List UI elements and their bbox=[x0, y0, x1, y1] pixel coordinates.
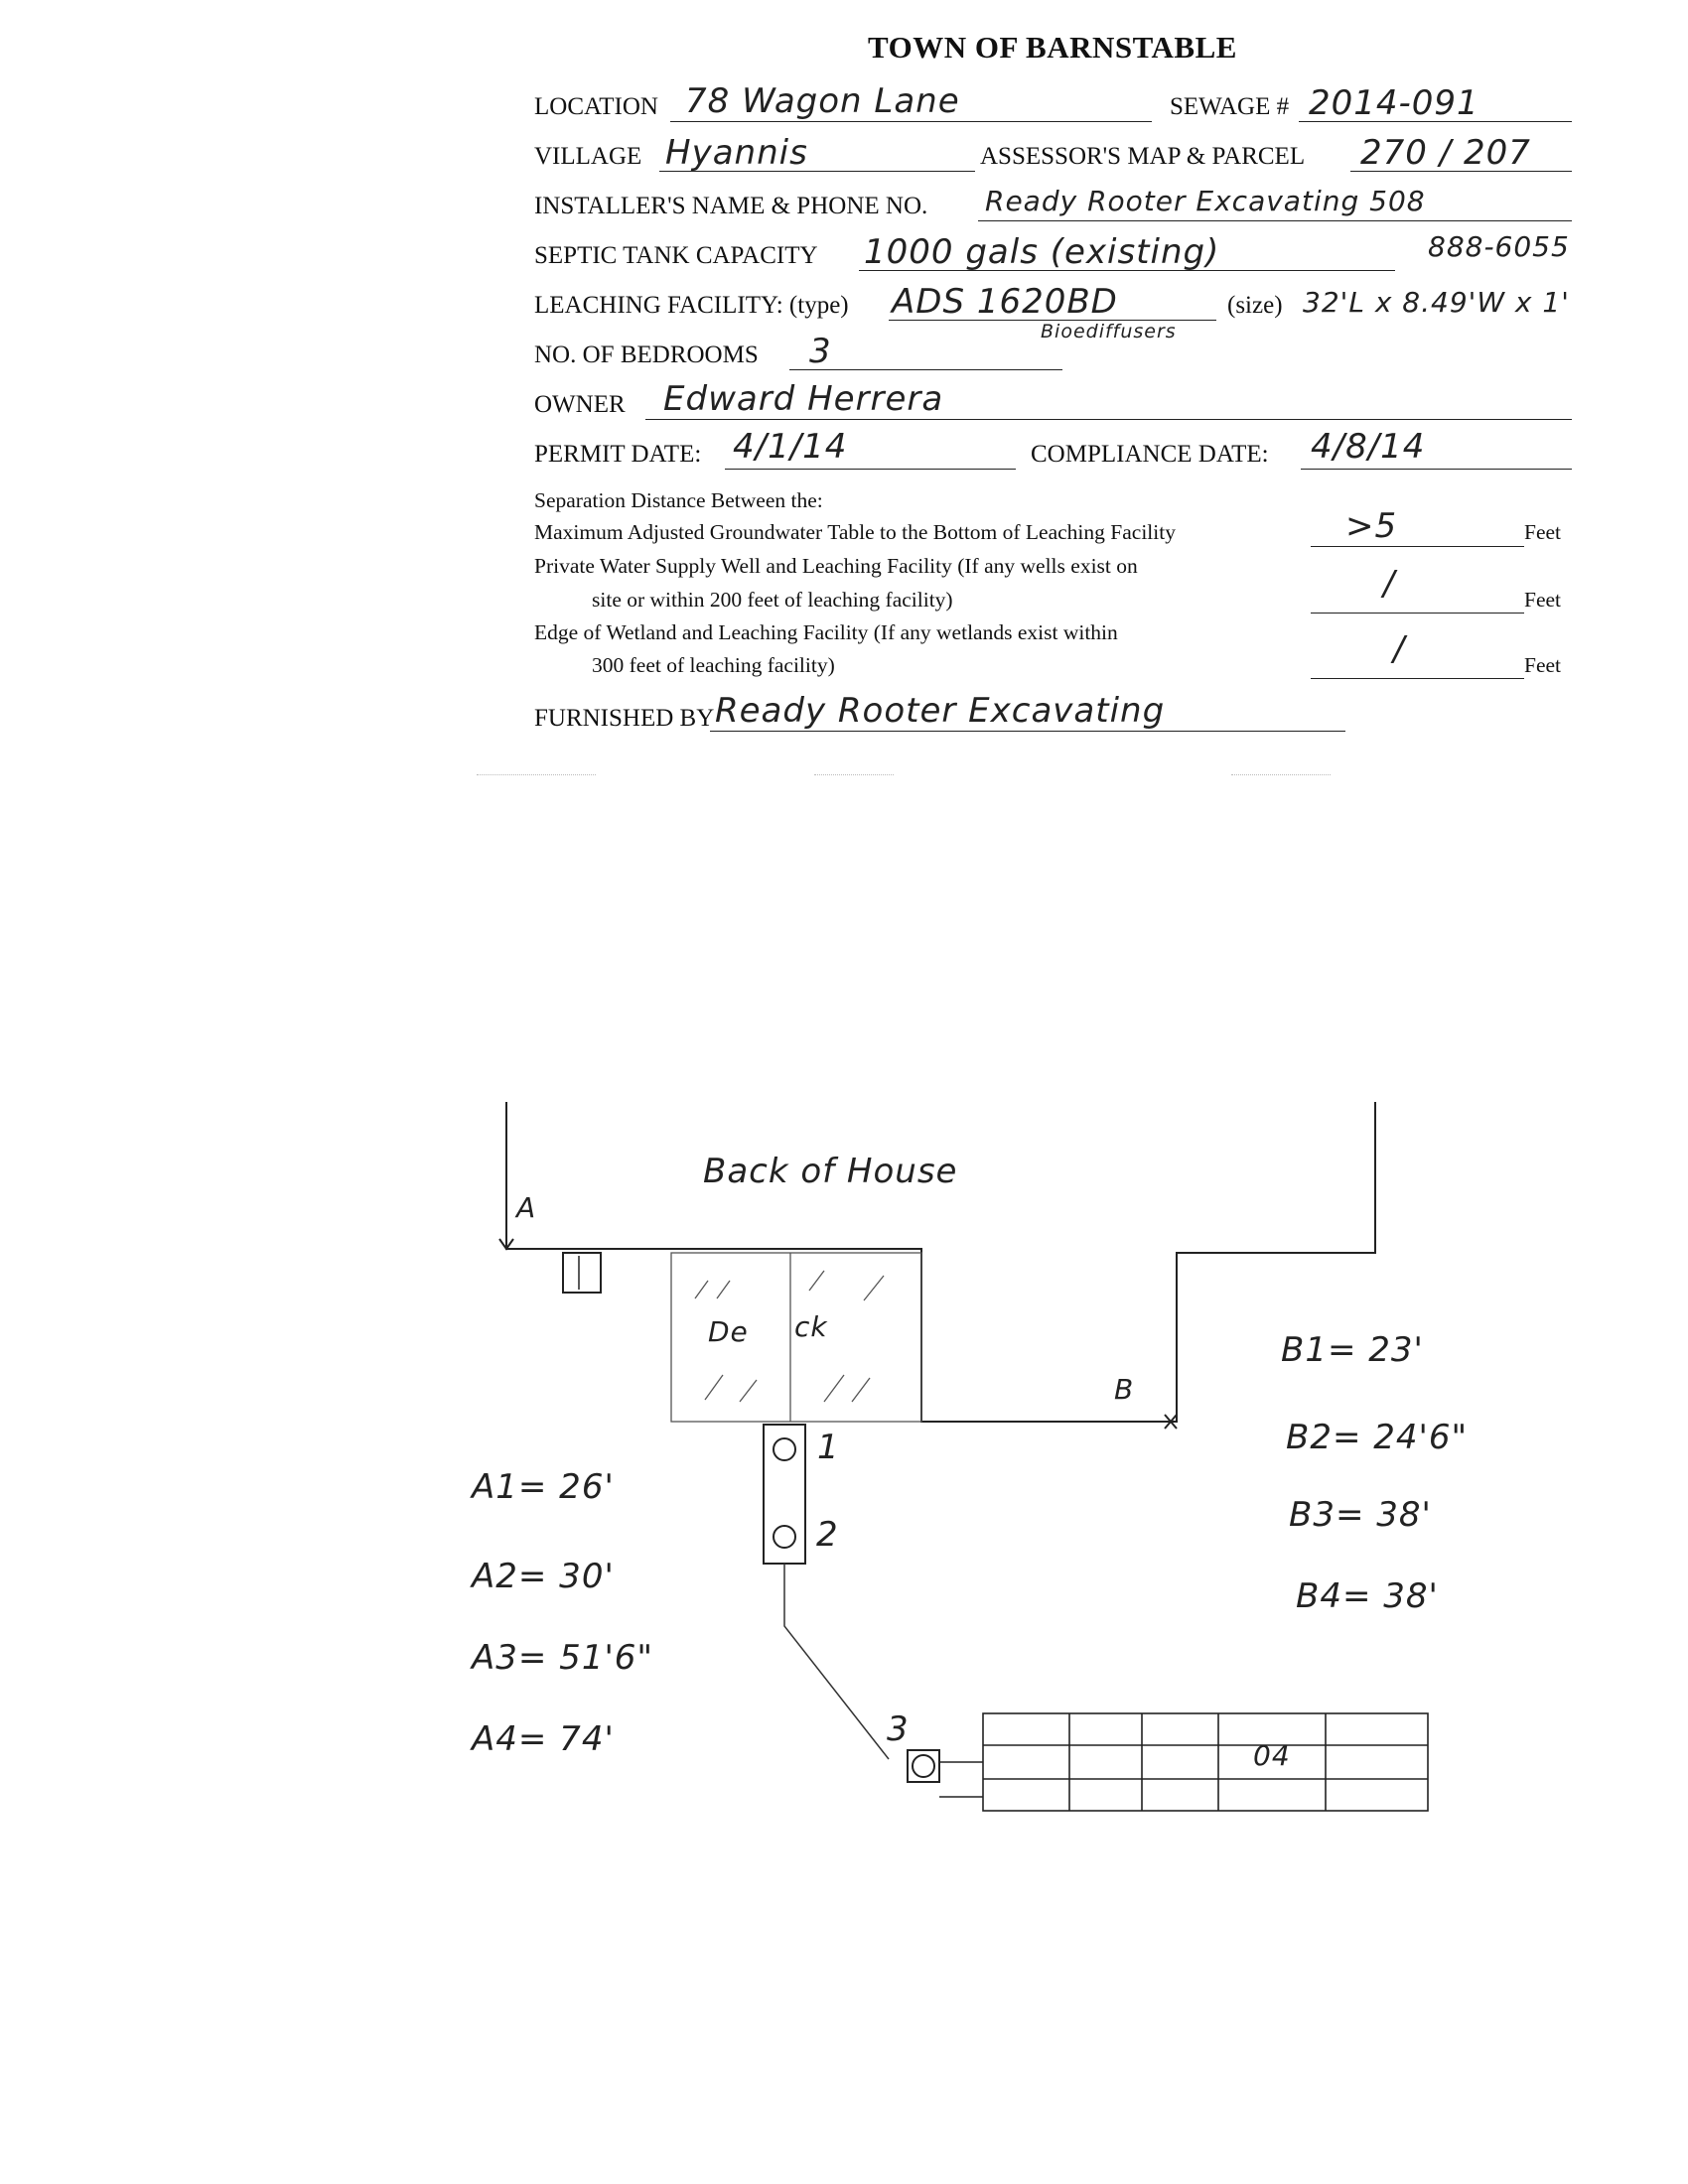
point-a-label: A bbox=[516, 1191, 537, 1224]
leaching-field-label: 04 bbox=[1253, 1739, 1291, 1772]
a2-measure: A2= 30' bbox=[472, 1557, 615, 1596]
groundwater-value: >5 bbox=[1345, 506, 1398, 546]
b4-measure: B4= 38' bbox=[1296, 1576, 1439, 1616]
groundwater-label: Maximum Adjusted Groundwater Table to the Bottom of Leaching Facility bbox=[534, 520, 1176, 544]
assessor-value: 270 / 207 bbox=[1360, 133, 1531, 173]
well-label-1: Private Water Supply Well and Leaching Facility (If any wells exist on bbox=[534, 554, 1138, 578]
assessor-label: ASSESSOR'S MAP & PARCEL bbox=[980, 143, 1306, 170]
size-label: (size) bbox=[1227, 292, 1283, 319]
septic-tank bbox=[764, 1425, 805, 1564]
owner-value: Edward Herrera bbox=[663, 379, 944, 419]
form-title: TOWN OF BARNSTABLE bbox=[868, 30, 1237, 65]
location-value: 78 Wagon Lane bbox=[685, 81, 960, 121]
deck-hatch bbox=[809, 1271, 824, 1291]
separation-heading: Separation Distance Between the: bbox=[534, 488, 823, 512]
permit-label: PERMIT DATE: bbox=[534, 441, 702, 468]
b2-measure: B2= 24'6" bbox=[1286, 1418, 1469, 1457]
deck-hatch bbox=[864, 1276, 884, 1300]
tank-cover-2 bbox=[774, 1526, 795, 1548]
leaching-label: LEACHING FACILITY: (type) bbox=[534, 292, 849, 319]
installer-phone-value: 888-6055 bbox=[1428, 230, 1570, 263]
point-b-label: B bbox=[1114, 1373, 1135, 1406]
leaching-field bbox=[939, 1713, 1428, 1811]
well-feet: Feet bbox=[1524, 588, 1562, 612]
house-wall bbox=[506, 1102, 1375, 1422]
leaching-size-value: 32'L x 8.49'W x 1' bbox=[1303, 286, 1570, 319]
wetland-feet: Feet bbox=[1524, 653, 1562, 677]
deck-hatch bbox=[852, 1378, 870, 1402]
groundwater-feet: Feet bbox=[1524, 520, 1562, 544]
a4-measure: A4= 74' bbox=[472, 1719, 615, 1759]
deck-hatch bbox=[824, 1375, 844, 1402]
b3-measure: B3= 38' bbox=[1289, 1495, 1432, 1535]
septic-label: SEPTIC TANK CAPACITY bbox=[534, 242, 818, 269]
installer-label: INSTALLER'S NAME & PHONE NO. bbox=[534, 193, 928, 219]
permit-value: 4/1/14 bbox=[733, 427, 848, 467]
deck-label-left: De bbox=[708, 1315, 749, 1348]
distribution-box-cover bbox=[913, 1755, 934, 1777]
chimney-box bbox=[563, 1253, 601, 1293]
pipe-line bbox=[784, 1564, 889, 1759]
wetland-value: / bbox=[1393, 629, 1406, 669]
wetland-label-2: 300 feet of leaching facility) bbox=[592, 653, 835, 677]
village-label: VILLAGE bbox=[534, 143, 642, 170]
well-label-2: site or within 200 feet of leaching facility) bbox=[592, 588, 953, 612]
tank-cover-1 bbox=[774, 1438, 795, 1460]
furnished-value: Ready Rooter Excavating bbox=[715, 691, 1166, 731]
sewage-value: 2014-091 bbox=[1309, 83, 1479, 123]
a1-measure: A1= 26' bbox=[472, 1467, 615, 1507]
well-value: / bbox=[1383, 564, 1396, 604]
dbox-mark-3: 3 bbox=[887, 1709, 910, 1749]
owner-label: OWNER bbox=[534, 391, 626, 418]
compliance-value: 4/8/14 bbox=[1311, 427, 1426, 467]
deck-hatch bbox=[740, 1380, 757, 1402]
tank-mark-1: 1 bbox=[817, 1428, 840, 1467]
a3-measure: A3= 51'6" bbox=[472, 1638, 654, 1678]
bedrooms-value: 3 bbox=[809, 332, 832, 371]
deck-hatch bbox=[717, 1281, 730, 1298]
furnished-label: FURNISHED BY bbox=[534, 705, 715, 732]
leaching-note-value: Bioediffusers bbox=[1041, 321, 1177, 342]
bedrooms-label: NO. OF BEDROOMS bbox=[534, 341, 759, 368]
wetland-label-1: Edge of Wetland and Leaching Facility (If any wetlands exist within bbox=[534, 620, 1118, 644]
deck-label-right: ck bbox=[794, 1310, 828, 1343]
village-value: Hyannis bbox=[665, 133, 808, 173]
deck-hatch bbox=[705, 1375, 723, 1400]
leaching-outline bbox=[983, 1713, 1428, 1811]
sewage-label: SEWAGE # bbox=[1170, 93, 1290, 120]
back-of-house-label: Back of House bbox=[703, 1152, 958, 1191]
leaching-type-value: ADS 1620BD bbox=[892, 282, 1118, 322]
installer-value: Ready Rooter Excavating 508 bbox=[985, 185, 1426, 217]
deck-hatch bbox=[695, 1281, 708, 1298]
b1-measure: B1= 23' bbox=[1281, 1330, 1424, 1370]
location-label: LOCATION bbox=[534, 93, 658, 120]
septic-value: 1000 gals (existing) bbox=[864, 232, 1220, 272]
compliance-label: COMPLIANCE DATE: bbox=[1031, 441, 1269, 468]
tank-mark-2: 2 bbox=[816, 1515, 839, 1555]
